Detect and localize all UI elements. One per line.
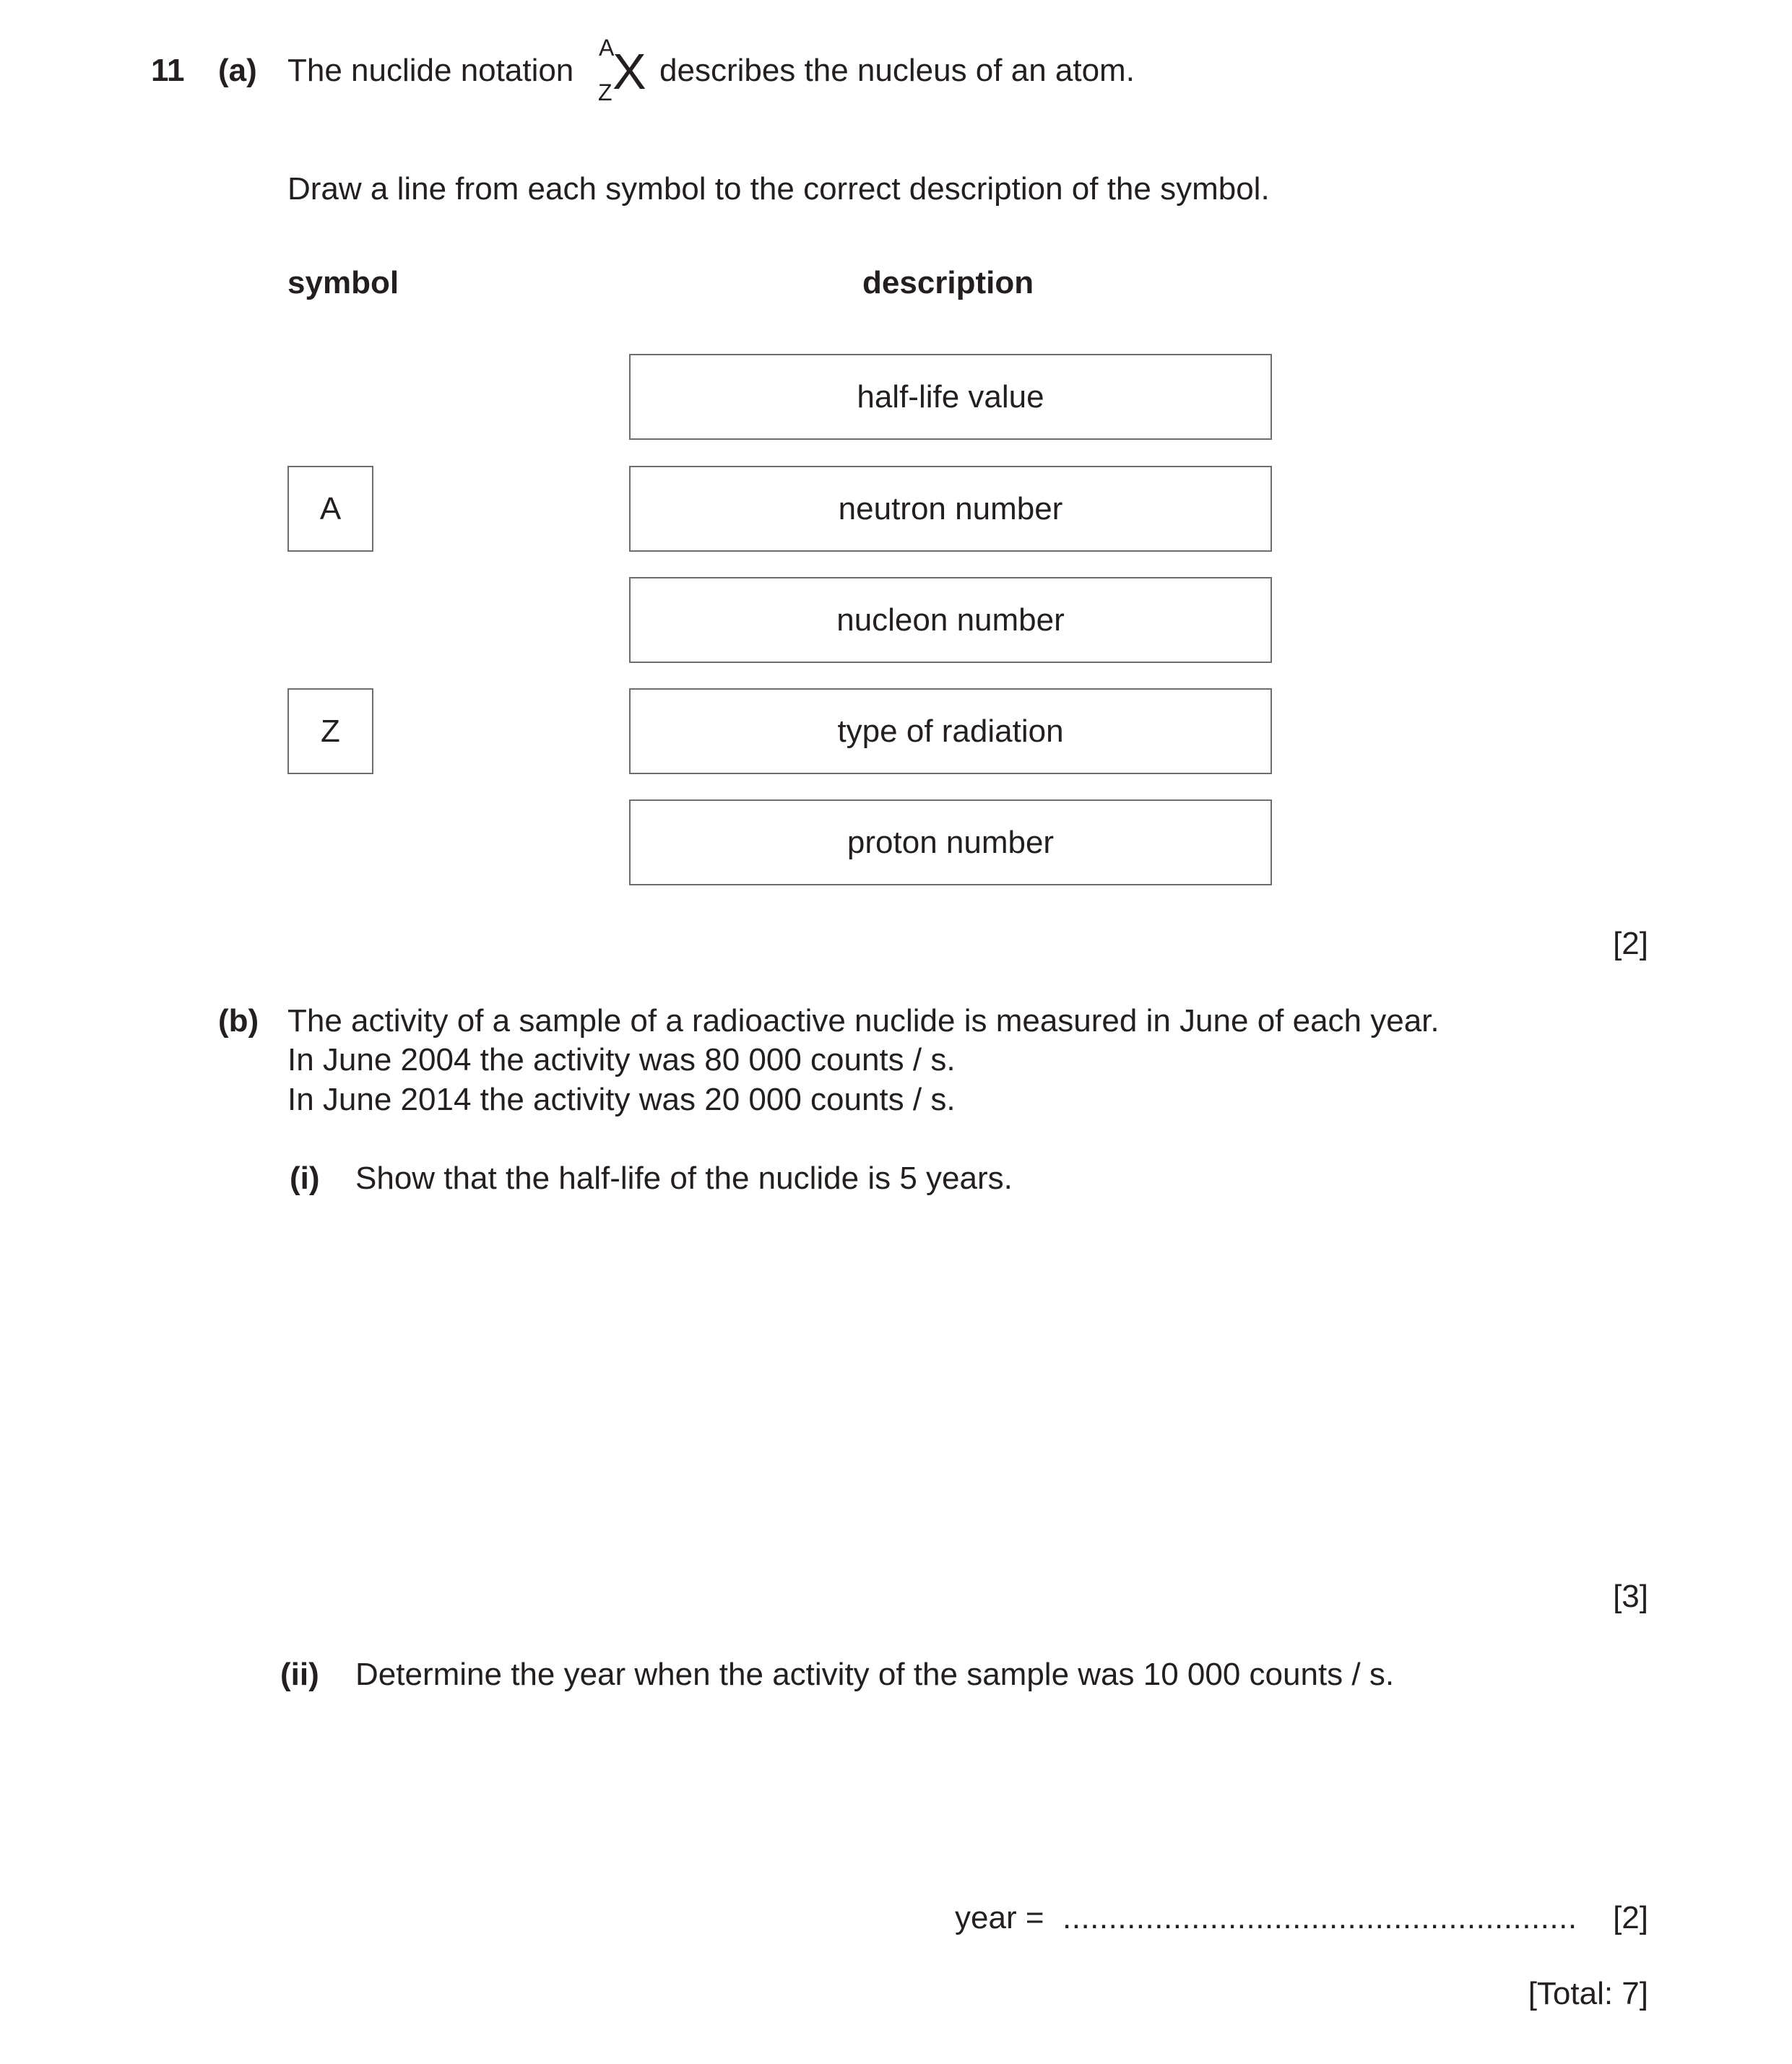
part-b-line-3: In June 2014 the activity was 20 000 counts / s. bbox=[287, 1082, 956, 1117]
year-answer-label: year = bbox=[955, 1900, 1044, 1935]
part-a-intro-before: The nuclide notation bbox=[287, 53, 574, 88]
description-box-nucleon-number[interactable]: nucleon number bbox=[629, 577, 1272, 663]
symbol-box-z[interactable]: Z bbox=[287, 688, 373, 774]
sub-ii-marks: [2] bbox=[1613, 1900, 1648, 1935]
sub-i-marks: [3] bbox=[1613, 1579, 1648, 1614]
part-b-line-2: In June 2004 the activity was 80 000 counts / s. bbox=[287, 1042, 956, 1077]
sub-i-text: Show that the half-life of the nuclide is 5 years. bbox=[355, 1161, 1013, 1196]
part-a-intro-after: describes the nucleus of an atom. bbox=[659, 53, 1135, 88]
symbol-box-a[interactable]: A bbox=[287, 466, 373, 552]
nuclide-atomic-symbol: Z bbox=[598, 79, 613, 105]
part-a-marks: [2] bbox=[1613, 926, 1648, 961]
part-a-label: (a) bbox=[218, 53, 257, 88]
description-column-header: description bbox=[862, 265, 1034, 300]
part-a-instruction: Draw a line from each symbol to the correct description of the symbol. bbox=[287, 171, 1270, 207]
nuclide-mass-symbol: A bbox=[599, 35, 615, 61]
part-b-label: (b) bbox=[218, 1003, 259, 1038]
part-b-line-1: The activity of a sample of a radioactive nuclide is measured in June of each year. bbox=[287, 1003, 1440, 1038]
description-box-proton-number[interactable]: proton number bbox=[629, 799, 1272, 885]
sub-ii-text: Determine the year when the activity of the sample was 10 000 counts / s. bbox=[355, 1657, 1395, 1692]
sub-i-working-area[interactable] bbox=[355, 1213, 1648, 1560]
question-number: 11 bbox=[151, 53, 185, 88]
description-box-type-of-radiation[interactable]: type of radiation bbox=[629, 688, 1272, 774]
nuclide-element-symbol: X bbox=[613, 43, 646, 100]
description-box-neutron-number[interactable]: neutron number bbox=[629, 466, 1272, 552]
year-answer-line[interactable]: ........................................................ bbox=[1062, 1900, 1577, 1935]
sub-i-label: (i) bbox=[290, 1161, 320, 1196]
sub-ii-label: (ii) bbox=[280, 1657, 319, 1692]
total-marks: [Total: 7] bbox=[1528, 1976, 1648, 2011]
description-box-half-life[interactable]: half-life value bbox=[629, 354, 1272, 440]
symbol-column-header: symbol bbox=[287, 265, 399, 300]
sub-ii-working-area[interactable] bbox=[355, 1712, 1648, 1878]
